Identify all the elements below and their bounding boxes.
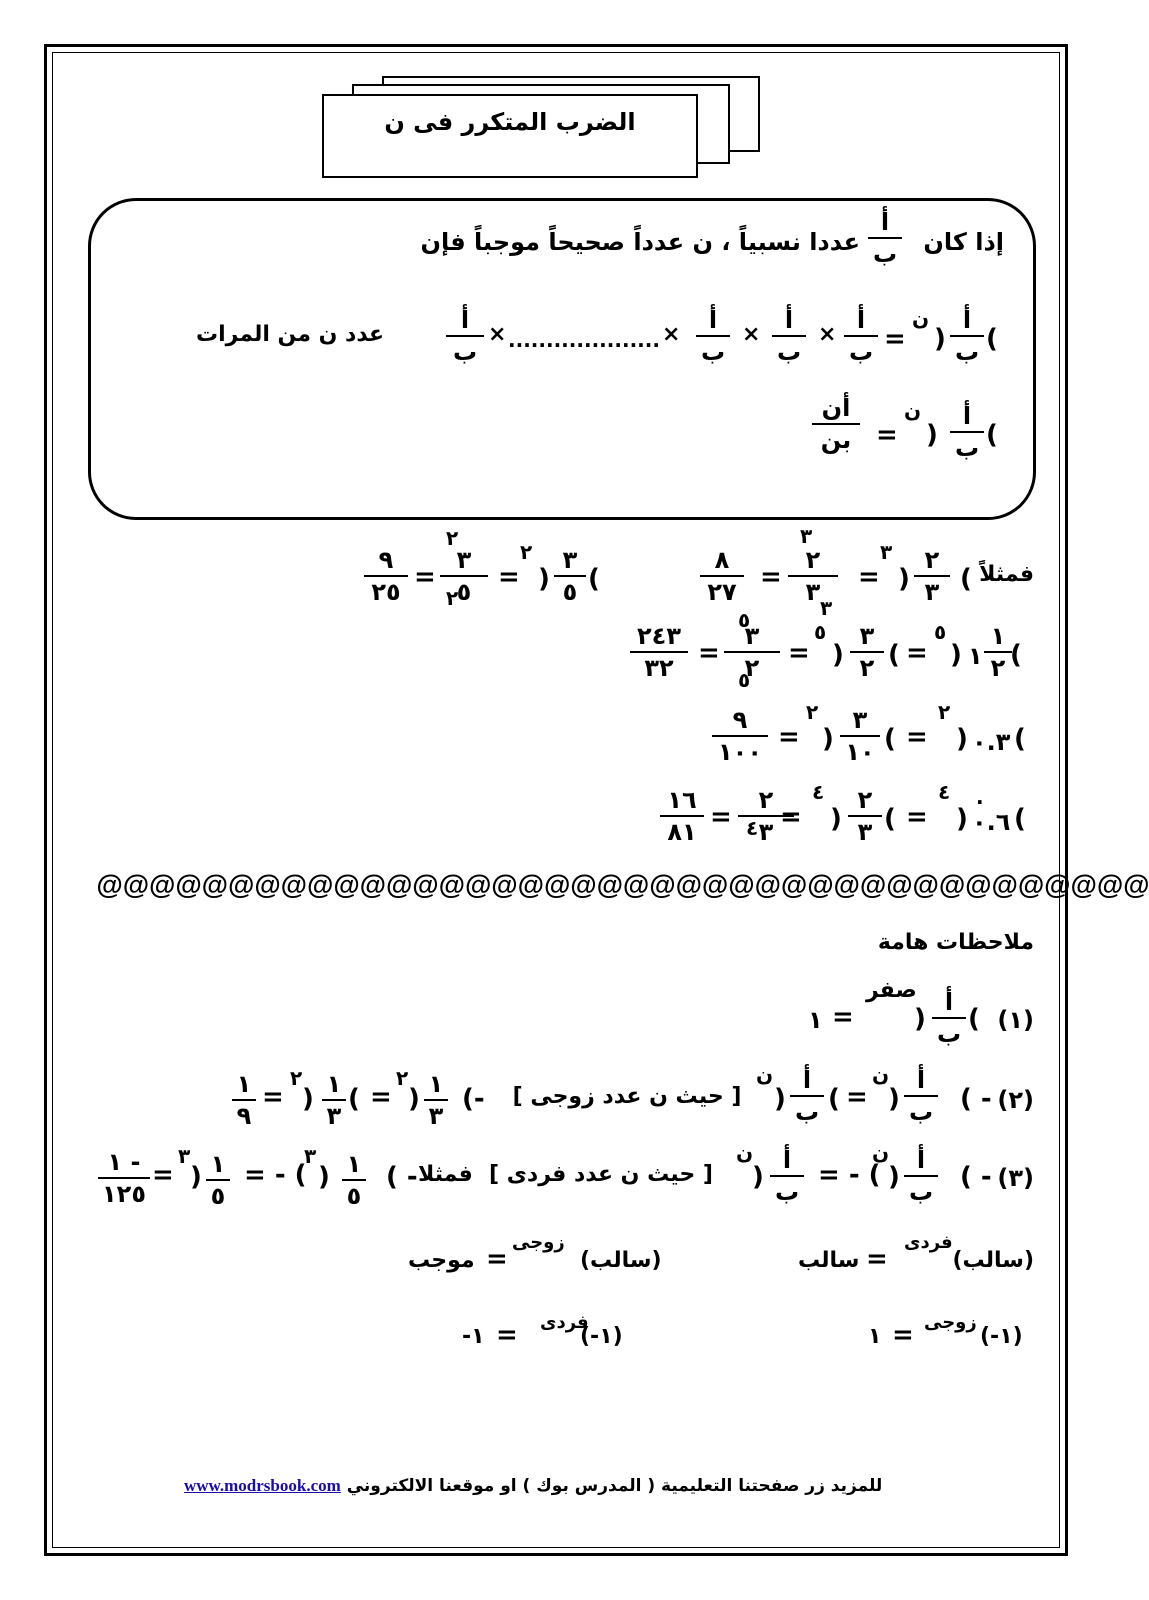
note3-exponent: ن bbox=[872, 1140, 890, 1164]
ex1-exponent: ٣ bbox=[880, 540, 893, 564]
paren-close: ) bbox=[956, 724, 968, 754]
neg-even-result: موجب bbox=[408, 1248, 475, 1273]
note3-ex-exp: ٣ bbox=[304, 1144, 317, 1168]
equals-sign: = bbox=[780, 802, 802, 832]
times-sign: × bbox=[488, 322, 507, 347]
exponent-n: ن bbox=[904, 398, 922, 422]
examples-lead: فمثلاً bbox=[979, 562, 1034, 587]
paren-open: ( bbox=[888, 640, 900, 670]
ex5-base: ٠.٦ bbox=[972, 808, 1011, 836]
note3-example-lead: فمثلا bbox=[418, 1162, 473, 1187]
definition-intro: إذا كان bbox=[923, 228, 1004, 256]
ex3-intermediate: ٣ ٢ bbox=[724, 622, 780, 682]
ex5-exponent-2: ٤ bbox=[812, 780, 825, 804]
equals-sign: = bbox=[262, 1082, 284, 1112]
minus-one-even-exp: زوجى bbox=[924, 1312, 977, 1333]
ex4-exponent-2: ٢ bbox=[806, 700, 819, 724]
footer-text: للمزيد زر صفحتنا التعليمية ( المدرس بوك ) او موقعنا الالكتروني bbox=[346, 1476, 883, 1496]
note2-ex-result: ١ ٩ bbox=[232, 1070, 256, 1130]
minus-one-even-result: ١ bbox=[868, 1324, 882, 1349]
ex3-exponent: ٥ bbox=[934, 620, 947, 644]
note3-ex-base: ١ ٥ bbox=[342, 1150, 366, 1210]
equals-sign: = bbox=[152, 1160, 174, 1190]
ex2-exponent: ٢ bbox=[520, 540, 533, 564]
equals-sign: = bbox=[858, 562, 880, 592]
page-title: الضرب المتكرر فى ن bbox=[384, 108, 636, 136]
equals-sign: = bbox=[884, 324, 906, 354]
ex5-exponent: ٤ bbox=[938, 780, 951, 804]
note2-condition: [ حيث ن عدد زوجى ] bbox=[512, 1084, 742, 1109]
ex5-fraction: ٢ ٣ bbox=[848, 786, 882, 846]
note3-ex-pos: ١ ٥ bbox=[206, 1150, 230, 1210]
equals-sign: = bbox=[710, 802, 732, 832]
paren-close: ) bbox=[956, 804, 968, 834]
equals-sign: = bbox=[496, 1320, 518, 1350]
paren-close: ) bbox=[934, 324, 946, 354]
times-sign: × bbox=[742, 322, 761, 347]
paren-open: ( - bbox=[960, 1162, 992, 1192]
minus-one-odd-exp: فردى bbox=[540, 1312, 589, 1333]
paren-open: ( bbox=[960, 564, 972, 594]
paren-open: ( bbox=[1010, 640, 1022, 670]
paren-close: ) bbox=[752, 1162, 764, 1192]
paren-close: ) bbox=[190, 1162, 202, 1192]
equals-sign: = bbox=[892, 1320, 914, 1350]
ex3-improper: ٣ ٢ bbox=[850, 622, 884, 682]
footer-link[interactable]: www.modrsbook.com bbox=[184, 1476, 341, 1495]
times-note: عدد ن من المرات bbox=[196, 322, 385, 347]
note3-condition: [ حيث ن عدد فردى ] bbox=[489, 1162, 713, 1187]
note3-pos-fraction: أ ب bbox=[770, 1146, 804, 1206]
paren-close: ) bbox=[822, 724, 834, 754]
paren-open: ( bbox=[884, 804, 896, 834]
paren-close: ) bbox=[774, 1084, 786, 1114]
equals-sign: = bbox=[832, 1002, 854, 1032]
paren-open: ( bbox=[1014, 724, 1026, 754]
exponent-n: ن bbox=[912, 306, 930, 330]
ex4-exponent: ٢ bbox=[938, 700, 951, 724]
formula-base-fraction: أ ب bbox=[950, 306, 984, 366]
ex3-den-exp: ٥ bbox=[738, 668, 751, 692]
repeating-dot: · bbox=[976, 790, 984, 814]
equals-sign: = bbox=[698, 638, 720, 668]
notes-heading: ملاحظات هامة bbox=[877, 930, 1034, 955]
equals-sign: = bbox=[370, 1082, 392, 1112]
paren-close: ) bbox=[538, 564, 550, 594]
neg-odd-result: سالب bbox=[798, 1248, 860, 1273]
equals-sign: = bbox=[906, 722, 928, 752]
formula2-base-fraction: أ ب bbox=[950, 402, 984, 462]
title-card-front bbox=[322, 94, 698, 178]
note2-label: (٢) bbox=[997, 1086, 1034, 1114]
footer bbox=[184, 1476, 934, 1496]
note1-fraction: أ ب bbox=[932, 988, 966, 1048]
equals-sign: = bbox=[866, 1244, 888, 1274]
equals-sign: = bbox=[876, 420, 898, 450]
note1-result: ١ bbox=[808, 1006, 823, 1034]
ex3-result: ٢٤٣ ٣٢ bbox=[630, 622, 688, 682]
equals-sign: = bbox=[778, 722, 800, 752]
paren-open: ( bbox=[968, 1004, 980, 1034]
ex1-result: ٨ ٢٧ bbox=[700, 546, 744, 606]
paren-open: (- bbox=[462, 1084, 485, 1114]
paren-open: ( bbox=[348, 1084, 360, 1114]
ex1-den-exp: ٣ bbox=[820, 596, 833, 620]
equals-sign: = bbox=[498, 562, 520, 592]
ellipsis-dots: .................... bbox=[508, 328, 660, 352]
minus-one-even-base: (-١) bbox=[980, 1324, 1023, 1349]
power-fraction: أن بن bbox=[812, 394, 860, 454]
paren-close: ) bbox=[888, 1084, 900, 1114]
ex4-fraction: ٣ ١٠ bbox=[840, 706, 880, 766]
ex5-result: ١٦ ٨١ bbox=[660, 786, 704, 846]
factor-fraction-1: أ ب bbox=[844, 306, 878, 366]
note2-exponent-2: ن bbox=[756, 1062, 774, 1086]
definition-fraction: أ ب bbox=[868, 208, 902, 268]
ex3-num-exp: ٥ bbox=[738, 608, 751, 632]
factor-fraction-3: أ ب bbox=[696, 306, 730, 366]
note3-ex-result: ١ - ١٢٥ bbox=[98, 1148, 150, 1208]
ex1-intermediate: ٢ ٣ bbox=[788, 546, 838, 606]
equals-sign: = bbox=[788, 638, 810, 668]
times-sign: × bbox=[662, 322, 681, 347]
paren-open: ( bbox=[588, 564, 600, 594]
note2-ex-exp: ٢ bbox=[396, 1066, 409, 1090]
note3-exponent-2: ن bbox=[736, 1140, 754, 1164]
minus-one-odd-base: (-١) bbox=[580, 1324, 623, 1349]
equals-sign: = bbox=[760, 562, 782, 592]
paren-open: ( bbox=[986, 324, 998, 354]
ex4-base: ٠.٣ bbox=[972, 728, 1011, 756]
ex2-base: ٣ ٥ bbox=[554, 546, 586, 606]
note1-exponent: صفر bbox=[866, 978, 917, 1003]
paren-close: ) bbox=[888, 1162, 900, 1192]
minus-one-odd-result: -١ bbox=[462, 1324, 485, 1349]
equals-sign: = bbox=[906, 802, 928, 832]
ex2-den-exp: ٢ bbox=[446, 586, 459, 610]
neg-odd-exp: فردى bbox=[904, 1232, 953, 1253]
note3-ex-exp-2: ٣ bbox=[178, 1144, 191, 1168]
ex2-result: ٩ ٢٥ bbox=[364, 546, 408, 606]
note2-ex-pos: ١ ٣ bbox=[322, 1070, 346, 1130]
ex3-whole: ١ bbox=[968, 642, 983, 670]
ex2-num-exp: ٢ bbox=[446, 526, 459, 550]
paren-close: ) bbox=[318, 1162, 330, 1192]
ex4-result: ٩ ١٠٠ bbox=[712, 706, 768, 766]
equals-minus: = - ( bbox=[244, 1160, 307, 1190]
ex1-num-exp: ٣ bbox=[800, 524, 813, 548]
paren-close: ) bbox=[926, 420, 938, 450]
neg-odd-base: (سالب) bbox=[952, 1248, 1034, 1273]
separator-line: @@@@@@@@@@@@@@@@@@@@@@@@@@@@@@@@@@@@@@@@ bbox=[96, 870, 1149, 900]
times-sign: × bbox=[818, 322, 837, 347]
note1-label: (١) bbox=[997, 1006, 1034, 1034]
paren-close: ) bbox=[950, 640, 962, 670]
paren-close: ) bbox=[302, 1084, 314, 1114]
paren-close: ) bbox=[830, 804, 842, 834]
paren-close: ) bbox=[408, 1084, 420, 1114]
note3-label: (٣) bbox=[997, 1164, 1034, 1192]
ex1-base: ٢ ٣ bbox=[914, 546, 950, 606]
ex5-intermediate: ٢ ٣ bbox=[738, 786, 794, 846]
paren-open: ( bbox=[986, 420, 998, 450]
definition-rest: عددا نسبياً ، ن عدداً صحيحاً موجباً فإن bbox=[420, 228, 860, 256]
note2-ex-exp-2: ٢ bbox=[290, 1066, 303, 1090]
paren-open: ( bbox=[884, 724, 896, 754]
factor-fraction-2: أ ب bbox=[772, 306, 806, 366]
ex3-exponent-2: ٥ bbox=[814, 620, 827, 644]
ex3-frac-part: ١ ٢ bbox=[984, 622, 1012, 682]
equals-sign: = bbox=[846, 1082, 868, 1112]
paren-close: ) bbox=[832, 640, 844, 670]
equals-sign: = bbox=[486, 1244, 508, 1274]
note3-neg-fraction: أ ب bbox=[904, 1146, 938, 1206]
note2-exponent: ن bbox=[872, 1062, 890, 1086]
equals-sign: = bbox=[414, 562, 436, 592]
factor-fraction-last: أ ب bbox=[446, 306, 484, 366]
paren-close: ) bbox=[914, 1004, 926, 1034]
note2-ex-base: ١ ٣ bbox=[424, 1070, 448, 1130]
equals-sign: = bbox=[906, 638, 928, 668]
neg-even-exp: زوجى bbox=[512, 1232, 565, 1253]
neg-even-base: (سالب) bbox=[580, 1248, 662, 1273]
note2-neg-fraction: أ ب bbox=[904, 1066, 938, 1126]
paren-open: ( bbox=[828, 1084, 840, 1114]
equals-minus: = - ( bbox=[818, 1160, 881, 1190]
note2-pos-fraction: أ ب bbox=[790, 1066, 824, 1126]
paren-open: ( - bbox=[386, 1162, 418, 1192]
ex2-intermediate: ٣ ٥ bbox=[440, 546, 488, 606]
paren-open: ( - bbox=[960, 1084, 992, 1114]
paren-open: ( bbox=[1014, 804, 1026, 834]
ex5-den-exp: ٤ bbox=[746, 816, 759, 840]
paren-close: ) bbox=[898, 564, 910, 594]
